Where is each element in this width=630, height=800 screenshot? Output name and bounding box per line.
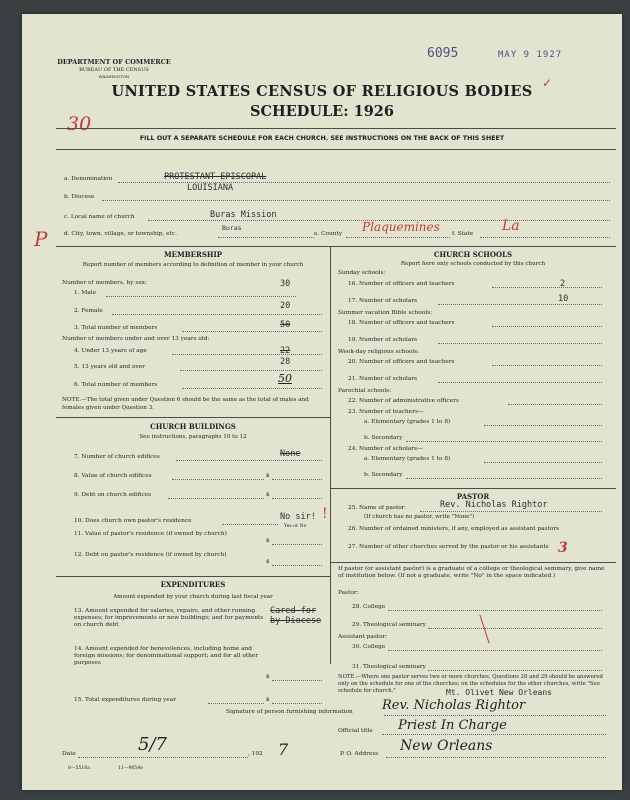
state-value: La <box>502 218 520 234</box>
graduate-note: If pastor (or assistant pastor) is a graduate of a college or theological seminary, give name of institution below. (If not a graduate, write "No" in the space indicated.) <box>338 566 605 579</box>
q31-label: 31. Theological seminary <box>352 664 426 670</box>
handwritten-number: 30 <box>67 113 92 135</box>
pastor-note-value: Mt. Olivet New Orleans <box>446 688 552 697</box>
q24b-label: b. Secondary <box>364 472 403 478</box>
q18-label: 18. Number of officers and teachers <box>348 320 455 326</box>
margin-mark: P <box>34 227 48 251</box>
q16-value: 2 <box>560 279 566 289</box>
q10-value: No sir! <box>280 512 316 522</box>
stamp-number: 6095 <box>427 46 459 61</box>
q1-value: 30 <box>280 279 291 289</box>
form-number-2: 11—9654e <box>118 766 143 771</box>
q1-label: 1. Male <box>74 290 97 296</box>
q30-label: 30. College <box>352 644 386 650</box>
members-by-age-label: Number of members under and over 13 years old: <box>62 336 210 342</box>
check-mark-icon: ✓ <box>542 76 553 90</box>
buildings-title: CHURCH BUILDINGS <box>150 422 236 431</box>
pastor-title: PASTOR <box>456 492 490 501</box>
q25-hint: (If church has no pastor, write "None") <box>364 514 475 520</box>
buildings-intro: See instructions, paragraphs 10 to 12 <box>139 434 247 440</box>
q12-dollar: $ <box>266 559 270 565</box>
address-value: New Orleans <box>400 738 493 754</box>
q8-label: 8. Value of church edifices <box>74 473 152 479</box>
bureau-name: BUREAU OF THE CENSUS <box>79 67 149 73</box>
signature-label: Signature of person furnishing information <box>226 709 353 715</box>
census-schedule-page: 6095 MAY 9 1927 ✓ DEPARTMENT OF COMMERCE BUREAU OF THE CENSUS WASHINGTON UNITED STATES CENSUS OF RELIGIOUS BODIES SCHEDULE: 1926 30 FILL OUT A SEPARATE SCHEDULE FOR EACH CHURCH. SEE INSTRUCTIONS ON THE BACK OF THIS SHEET P a. Denomination PROTESTANT EPISCOPAL LOUISIANA b. Diocese c. Local name of church Buras Mission d. City, town, village, or township, etc. Buras e. County Plaquemines f. State La MEMBERSHIP Report number of members according to definition of member in your church Number of members, by sex: 1. Male 30 2. Female 20 3. Total number of members 50 Number of members under and over 13 years old: 4. Under 13 years of age 22 5. 13 years old and over 28 6. Total number of members 50 NOTE.—The total given under Question 6 should be the same as the total of males and females given under Question 3. CHURCH BUILDINGS See instructions, paragraphs 10 to 12 7. Number of church edifices None 8. Value of church edifices $ 9. Debt on church edifices $ 10. Does church own pastor's residence No sir! Yes or No ! 11. Value of pastor's residence (if owned by church) $ 12. Debt on pastor's residence (if owned by church) $ EXPENDITURES Amount expended by your church during last fiscal year 13. Amount expended for salaries, repairs, and other running expenses; for improvements or new buildings; and for payments on church debt Cared for by Diocese 14. Amount expended for benevolences, including home and foreign missions; for denominational support; and for all other purposes $ 15. Total expenditures during year $ CHURCH SCHOOLS Report here only schools conducted by this church Sunday schools: 16. Number of officers and teachers 2 17. Number of scholars 10 Summer vacation Bible schools: 18. Number of officers and teachers 19. Number of scholars Week-day religious schools: 20. Number of officers and teachers 21. Number of scholars Parochial schools: 22. Number of administrative officers 23. Number of teachers— a. Elementary (grades 1 to 8) b. Secondary 24. Number of scholars— a. Elementary (grades 1 to 8) b. Secondary PASTOR 25. Name of pastor Rev. Nicholas Rightor (If church has no pastor, write "None") 26. Number of ordained ministers, if any, employed as assistant pastors 27. Number of other churches served by the pastor or his assistants 3 If pastor (or assistant pastor) is a graduate of a college or theological seminary, give name of institution below. (If not a graduate, write "No" in the space indicated.) Pastor: 28. College 29. Theological seminary Assistant pastor: 30. College 31. Theological seminary NOTE.—Where one pastor serves two or more churches, Questions 28 and 29 should be answered only on the schedule for one of the churches; on the schedules for the other churches, write "See schedule for church." Mt. Olivet New Orleans Signature of person furnishing information Rev. Nicholas Rightor Official title Priest In Charge Date 5/7 , 192 7 P. O. Address New Orleans 8—5518a 11—9654e <box>22 14 622 790</box>
assistant-subhead: Assistant pastor: <box>338 634 388 640</box>
q23-label: 23. Number of teachers— <box>348 409 424 415</box>
denomination-value: PROTESTANT EPISCOPAL <box>164 172 267 182</box>
county-label: e. County <box>314 231 343 237</box>
q24-label: 24. Number of scholars— <box>348 446 423 452</box>
q2-value: 20 <box>280 301 291 311</box>
q3-value: 50 <box>280 320 291 330</box>
q4-value: 22 <box>280 346 291 356</box>
year-value: 7 <box>278 740 289 759</box>
weekday-schools-label: Week-day religious schools: <box>338 349 420 355</box>
q7-label: 7. Number of church edifices <box>74 454 160 460</box>
q3-label: 3. Total number of members <box>74 325 158 331</box>
q23a-label: a. Elementary (grades 1 to 8) <box>364 419 451 425</box>
q25-label: 25. Name of pastor <box>348 505 405 511</box>
q15-dollar: $ <box>266 697 270 703</box>
bureau-city: WASHINGTON <box>98 74 130 79</box>
page-subtitle: SCHEDULE: 1926 <box>250 103 394 120</box>
department-name: DEPARTMENT OF COMMERCE <box>57 58 171 66</box>
q9-dollar: $ <box>266 492 270 498</box>
q9-label: 9. Debt on church edifices <box>74 492 152 498</box>
q17-value: 10 <box>558 294 569 304</box>
page-title: UNITED STATES CENSUS OF RELIGIOUS BODIES <box>111 83 533 100</box>
expenditures-title: EXPENDITURES <box>160 580 226 589</box>
date-label: Date <box>62 751 76 757</box>
q29-label: 29. Theological seminary <box>352 622 426 628</box>
q8-dollar: $ <box>266 473 270 479</box>
q27-value: 3 <box>558 540 568 556</box>
q28-label: 28. College <box>352 604 386 610</box>
q11-label: 11. Value of pastor's residence (if owned by church) <box>74 531 227 537</box>
members-by-sex-label: Number of members, by sex: <box>62 280 147 286</box>
q12-label: 12. Debt on pastor's residence (if owned by church) <box>74 552 227 558</box>
q13-label: 13. Amount expended for salaries, repairs, and other running expenses; for improvements or new buildings; and for payments on church debt <box>74 608 264 628</box>
schools-intro: Report here only schools conducted by this church <box>400 261 546 267</box>
signature-value: Rev. Nicholas Rightor <box>382 698 526 713</box>
instruction-line: FILL OUT A SEPARATE SCHEDULE FOR EACH CHURCH. SEE INSTRUCTIONS ON THE BACK OF THIS SHEET <box>139 135 505 142</box>
q10-hint: Yes or No <box>284 524 307 529</box>
q26-label: 26. Number of ordained ministers, if any, employed as assistant pastors <box>348 526 560 532</box>
q27-label: 27. Number of other churches served by the pastor or his assistants <box>348 544 549 550</box>
diocese-value: LOUISIANA <box>187 183 234 193</box>
year-print: , 192 <box>248 751 263 757</box>
q14-dollar: $ <box>266 674 270 680</box>
q16-label: 16. Number of officers and teachers <box>348 281 455 287</box>
q4-label: 4. Under 13 years of age <box>74 348 147 354</box>
diocese-label: b. Diocese <box>64 194 95 200</box>
summer-schools-label: Summer vacation Bible schools: <box>338 310 433 316</box>
official-title-value: Priest In Charge <box>398 718 507 733</box>
q25-value: Rev. Nicholas Rightor <box>440 500 548 510</box>
city-label: d. City, town, village, or township, etc. <box>64 231 177 237</box>
q24a-label: a. Elementary (grades 1 to 8) <box>364 456 451 462</box>
parochial-schools-label: Parochial schools: <box>338 388 392 394</box>
schools-title: CHURCH SCHOOLS <box>433 250 513 259</box>
church-name-label: c. Local name of church <box>64 214 135 220</box>
q6-value: 50 <box>278 372 292 385</box>
pastor-note: NOTE.—Where one pastor serves two or more churches, Questions 28 and 29 should be answered only on the schedule for one of the churches; on the schedules for the other churches, write "See schedule for church." <box>338 674 603 694</box>
sunday-schools-label: Sunday schools: <box>338 270 386 276</box>
q15-label: 15. Total expenditures during year <box>74 697 176 703</box>
form-number: 8—5518a <box>68 766 90 771</box>
q5-value: 28 <box>280 357 291 367</box>
pastor-subhead: Pastor: <box>338 590 359 596</box>
membership-intro: Report number of members according to definition of member in your church <box>82 262 304 268</box>
q22-label: 22. Number of administrative officers <box>348 398 459 404</box>
q6-label: 6. Total number of members <box>74 382 158 388</box>
q20-label: 20. Number of officers and teachers <box>348 359 455 365</box>
q2-label: 2. Female <box>74 308 103 314</box>
church-name-value: Buras Mission <box>210 210 277 220</box>
state-label: f. State <box>452 231 474 237</box>
q23b-label: b. Secondary <box>364 435 403 441</box>
stamp-date: MAY 9 1927 <box>498 50 563 60</box>
q19-label: 19. Number of scholars <box>348 337 418 343</box>
q21-label: 21. Number of scholars <box>348 376 418 382</box>
q13-value: Cared for by Diocese <box>270 606 322 626</box>
expenditures-intro: Amount expended by your church during last fiscal year <box>113 594 273 600</box>
official-title-label: Official title <box>338 728 373 734</box>
denomination-label: a. Denomination <box>64 176 113 182</box>
q17-label: 17. Number of scholars <box>348 298 418 304</box>
date-value: 5/7 <box>138 734 167 755</box>
q5-label: 5. 13 years old and over <box>74 364 145 370</box>
membership-note: NOTE.—The total given under Question 6 should be the same as the total of males and females given under Question 3. <box>62 397 309 411</box>
q10-label: 10. Does church own pastor's residence <box>74 518 192 524</box>
county-value: Plaquemines <box>362 220 440 234</box>
city-value: Buras <box>222 224 242 232</box>
q14-label: 14. Amount expended for benevolences, including home and foreign missions; for denominational support; and for all other purposes <box>74 646 259 666</box>
address-label: P. O. Address <box>340 751 379 757</box>
q7-value: None <box>280 449 301 459</box>
q11-dollar: $ <box>266 538 270 544</box>
membership-title: MEMBERSHIP <box>163 250 223 259</box>
